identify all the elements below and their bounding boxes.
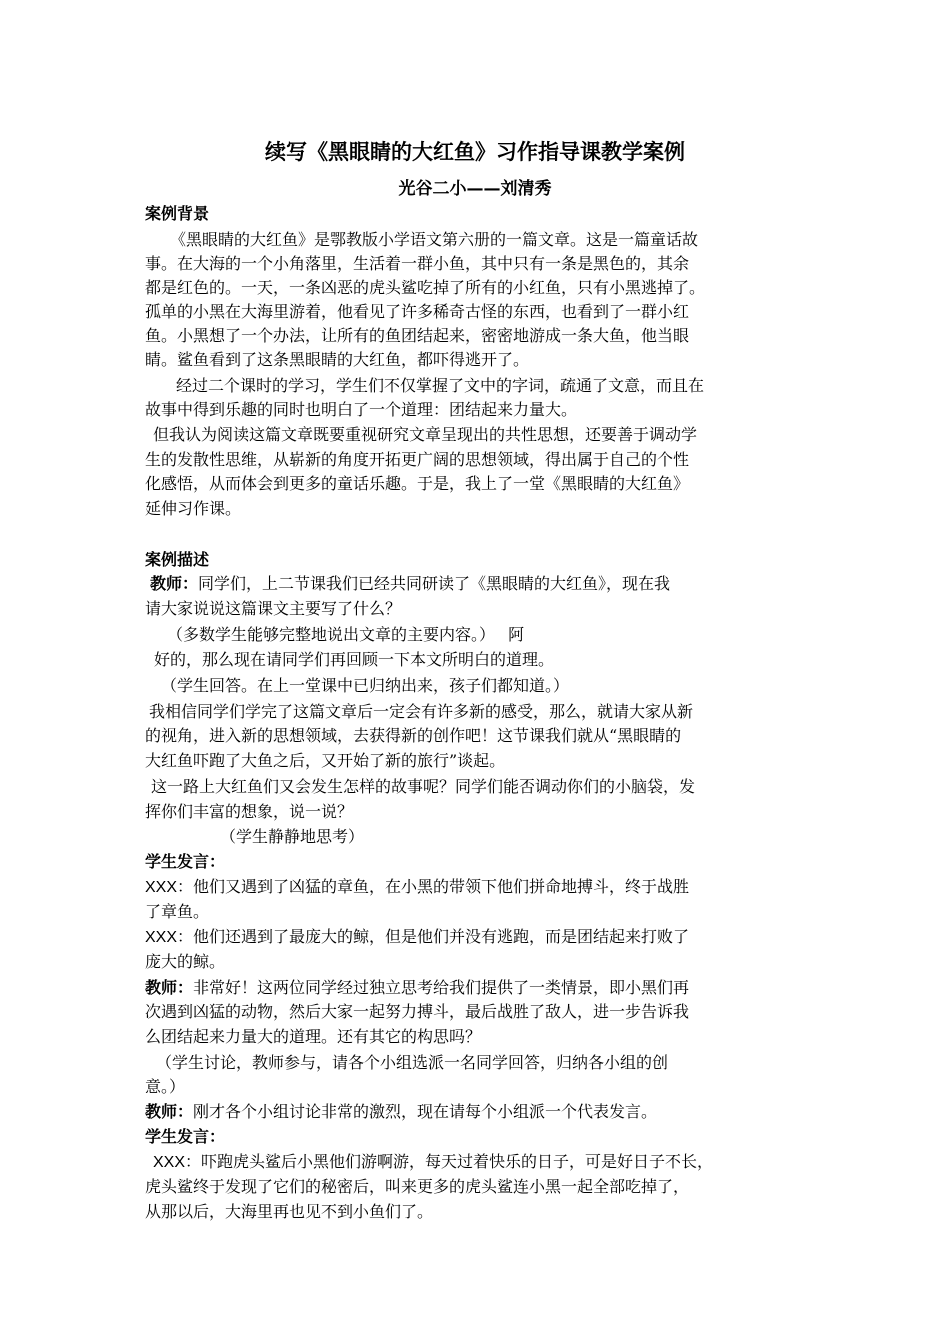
speaker-label-teacher: 教师： [145, 1102, 194, 1121]
paragraph-line: 的视角，进入新的思想领域，去获得新的创作吧！这节课我们就从“黑眼睛的 [145, 726, 682, 745]
paragraph-line: 故事中得到乐趣的同时也明白了一个道理：团结起来力量大。 [145, 400, 578, 419]
paragraph-line: 好的，那么现在请同学们再回顾一下本文所明白的道理。 [154, 650, 555, 669]
paragraph-line: 请大家说说这篇课文主要写了什么？ [145, 599, 402, 618]
paragraph-line: 从那以后，大海里再也见不到小鱼们了。 [145, 1202, 434, 1221]
paragraph-line: 次遇到凶猛的动物，然后大家一起努力搏斗，最后战胜了敌人，进一步告诉我 [145, 1002, 690, 1021]
speaker-label-teacher: 教师： [145, 978, 194, 997]
paragraph-line: 了章鱼。 [145, 902, 210, 921]
paragraph-line: 这一路上大红鱼们又会发生怎样的故事呢？同学们能否调动你们的小脑袋，发 [151, 777, 696, 796]
student-name: XXX： [145, 929, 194, 946]
paragraph-line: 都是红色的。一天，一条凶恶的虎头鲨吃掉了所有的小红鱼，只有小黑逃掉了。 [145, 278, 706, 297]
student-line [153, 1150, 713, 1175]
paragraph-line: 虎头鲨终于发现了它们的秘密后，叫来更多的虎头鲨连小黑一起全部吃掉了， [145, 1177, 690, 1196]
dialogue-text: 非常好！这两位同学经过独立思考给我们提供了一类情景，即小黑们再 [193, 978, 690, 997]
dialogue-text: 刚才各个小组讨论非常的激烈，现在请每个小组派一个代表发言。 [193, 1102, 658, 1121]
paragraph-line: 《黑眼睛的大红鱼》是鄂教版小学语文第六册的一篇文章。这是一篇童话故 [170, 230, 699, 249]
paragraph-line: 鱼。小黑想了一个办法，让所有的鱼团结起来，密密地游成一条大鱼，他当眼 [145, 326, 690, 345]
paragraph-line: 睛。鲨鱼看到了这条黑眼睛的大红鱼，都吓得逃开了。 [145, 350, 530, 369]
dialogue-text: 同学们，上二节课我们已经共同研读了《黑眼睛的大红鱼》，现在我 [198, 574, 671, 593]
speaker-label-students: 学生发言： [145, 852, 226, 871]
paragraph-line: （学生静静地思考） [220, 827, 365, 846]
paragraph-line: 但我认为阅读这篇文章既要重视研究文章呈现出的共性思想，还要善于调动学 [153, 425, 698, 444]
paragraph-line: （多数学生能够完整地说出文章的主要内容。） 阿 [167, 625, 525, 644]
student-name: XXX： [153, 1154, 202, 1171]
paragraph-line: 孤单的小黑在大海里游着，他看见了许多稀奇古怪的东西，也看到了一群小红 [145, 302, 690, 321]
paragraph-line: 挥你们丰富的想象，说一说？ [145, 802, 354, 821]
speaker-label-students: 学生发言： [145, 1127, 226, 1146]
paragraph-line: 庞大的鲸。 [145, 952, 226, 971]
teacher-line [150, 572, 670, 596]
dialogue-text: 他们又遇到了凶猛的章鱼，在小黑的带领下他们拼命地搏斗，终于战胜 [193, 877, 690, 896]
teacher-line [145, 1100, 657, 1124]
document-title: 续写《黑眼睛的大红鱼》习作指导课教学案例 [265, 140, 685, 164]
paragraph-line: （学生回答。在上一堂课中已归纳出来，孩子们都知道。） [161, 676, 570, 695]
dialogue-text: 吓跑虎头鲨后小黑他们游啊游，每天过着快乐的日子，可是好日子不长， [201, 1152, 714, 1171]
paragraph-line: 化感悟，从而体会到更多的童话乐趣。于是，我上了一堂《黑眼睛的大红鱼》 [145, 474, 690, 493]
paragraph-line: 我相信同学们学完了这篇文章后一定会有许多新的感受，那么，就请大家从新 [149, 702, 694, 721]
paragraph-line: 么团结起来力量大的道理。还有其它的构思吗？ [145, 1027, 482, 1046]
section-heading-background: 案例背景 [145, 204, 210, 223]
paragraph-line: 经过二个课时的学习，学生们不仅掌握了文中的字词，疏通了文意，而且在 [176, 376, 705, 395]
student-name: XXX： [145, 879, 194, 896]
teacher-line [145, 976, 689, 1000]
paragraph-line: 生的发散性思维，从崭新的角度开拓更广阔的思想领域，得出属于自己的个性 [145, 450, 690, 469]
student-line [145, 875, 689, 900]
paragraph-line: 延伸习作课。 [145, 499, 242, 518]
paragraph-line: 事。在大海的一个小角落里，生活着一群小鱼，其中只有一条是黑色的，其余 [145, 254, 690, 273]
document-author: 光谷二小——刘清秀 [398, 179, 552, 199]
student-line [145, 925, 689, 950]
speaker-label-teacher: 教师： [150, 574, 199, 593]
paragraph-line: 大红鱼吓跑了大鱼之后，又开始了新的旅行”谈起。 [145, 751, 506, 770]
section-heading-description: 案例描述 [145, 550, 210, 569]
paragraph-line: 意。） [145, 1077, 186, 1096]
dialogue-text: 他们还遇到了最庞大的鲸，但是他们并没有逃跑，而是团结起来打败了 [193, 927, 690, 946]
paragraph-line: （学生讨论，教师参与，请各个小组选派一名同学回答，归纳各小组的创 [156, 1053, 669, 1072]
